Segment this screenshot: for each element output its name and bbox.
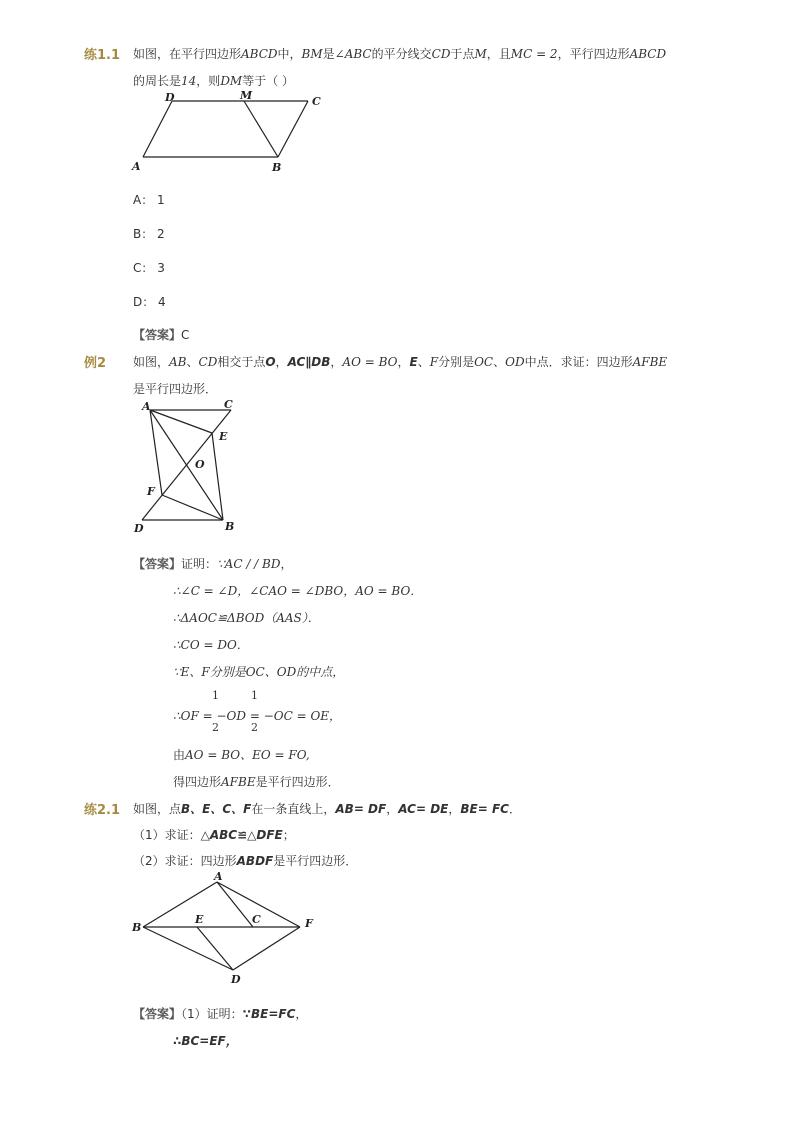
text-run: 得四边形 <box>173 775 222 789</box>
vertex-label: C <box>224 398 233 411</box>
text-run: 、 <box>417 355 430 369</box>
math-run: −OC = OE <box>263 709 330 723</box>
option-a[interactable]: A： 1 <box>133 193 165 207</box>
option-b[interactable]: B： 2 <box>133 227 165 241</box>
math-run: OD <box>505 355 525 369</box>
vertex-label: E <box>195 913 204 926</box>
text-run: 、 <box>186 355 199 369</box>
answer-value: C <box>181 328 190 342</box>
math-run: AC∥DB <box>287 355 331 369</box>
math-run: AC= DE <box>398 802 449 816</box>
math-run: E <box>409 355 418 369</box>
figure-segment <box>197 927 233 970</box>
math-run: AFBE <box>221 775 256 789</box>
fraction-numerator: 1 <box>251 689 258 702</box>
vertex-label: C <box>252 913 261 926</box>
vertex-label: D <box>134 522 144 535</box>
fraction-denominator: 2 <box>212 721 219 734</box>
math-run: AB <box>169 355 187 369</box>
math-run: 14 <box>181 74 197 88</box>
answer-line <box>133 1005 307 1022</box>
text-run: 的平分线交 <box>371 47 432 61</box>
text-run: 在一条直线上， <box>251 802 336 816</box>
text-run: 证明： <box>181 557 218 571</box>
vertex-label: B <box>132 921 142 934</box>
answer-label: 【答案】 <box>133 557 182 571</box>
vertex-label: F <box>305 917 313 930</box>
text-run: 中， <box>277 47 302 61</box>
text-run: 由 <box>173 748 186 762</box>
math-run: CD <box>431 47 451 61</box>
proof-step: ∴∠C = ∠D，∠CAO = ∠DBO，AO = BO． <box>173 584 423 598</box>
vertex-label: D <box>165 91 175 104</box>
vertex-label: B <box>272 161 282 174</box>
vertex-label: D <box>231 973 241 986</box>
text-run: 如图， <box>133 355 170 369</box>
text-run: 的周长是 <box>133 74 182 88</box>
math-run: AFBE <box>632 355 668 369</box>
vertex-label: A <box>142 400 151 413</box>
vertex-label: F <box>147 485 155 498</box>
text-run: 于点 <box>450 47 475 61</box>
vertex-label: E <box>219 430 228 443</box>
text-run: 是平行四边形． <box>273 854 358 868</box>
math-run: −OD = <box>216 709 264 723</box>
math-run: AO = BO、EO = FO, <box>185 748 310 762</box>
math-run: ABCD <box>241 47 278 61</box>
math-run: ∴OF = <box>173 709 217 723</box>
proof-step: ∴BC=EF， <box>173 1034 238 1048</box>
math-run: ∵AC / / BD <box>217 557 281 571</box>
vertex-label: B <box>225 520 235 533</box>
text-run: 、 <box>493 355 506 369</box>
answer-label: 【答案】 <box>133 328 182 342</box>
text-run: （1）证明： <box>181 1007 243 1021</box>
math-run: ABCD <box>629 47 667 61</box>
figure-segment <box>143 927 233 970</box>
math-run: MC = 2 <box>510 47 558 61</box>
text-run: ， <box>275 355 288 369</box>
text-run: ，且 <box>486 47 511 61</box>
math-run: △ABC≌△DFE <box>200 828 283 842</box>
figure-segment <box>143 882 217 927</box>
problem-tag: 练1.1 <box>84 48 121 63</box>
figure-segment <box>233 927 300 970</box>
math-run: ∵BE=FC <box>242 1007 296 1021</box>
fraction-denominator: 2 <box>251 721 258 734</box>
math-run: CD <box>198 355 218 369</box>
text-run: （1）求证： <box>133 828 201 842</box>
answer-label: 【答案】 <box>133 1007 182 1021</box>
math-run: BM <box>301 47 323 61</box>
text-run: ， <box>448 802 461 816</box>
text-run: 分别是 <box>438 355 475 369</box>
text-run: ， <box>295 1007 308 1021</box>
text-run: ， <box>386 802 399 816</box>
text-run: 是平行四边形． <box>255 775 340 789</box>
vertex-label: A <box>132 160 141 173</box>
math-run: AO = BO <box>342 355 398 369</box>
math-run: M <box>474 47 487 61</box>
option-c[interactable]: C： 3 <box>133 261 165 275</box>
text-run: 等于（ ） <box>242 74 295 88</box>
proof-step: ∴ΔAOC≌ΔBOD（AAS）． <box>173 611 320 625</box>
math-run: ， <box>329 709 342 723</box>
problem-text-line: 是平行四边形． <box>133 382 218 396</box>
math-run: AB= DF <box>335 802 387 816</box>
vertex-label: A <box>214 870 223 883</box>
text-run: ， <box>330 355 343 369</box>
text-run: ，则 <box>196 74 221 88</box>
math-run: DM <box>220 74 243 88</box>
text-run: ，平行四边形 <box>557 47 630 61</box>
text-run: 是 <box>322 47 335 61</box>
proof-step: ∴CO = DO． <box>173 638 249 652</box>
text-run: ， <box>397 355 410 369</box>
text-run: 相交于点 <box>217 355 266 369</box>
text-run: ， <box>280 557 293 571</box>
text-run: 如图，点 <box>133 802 182 816</box>
math-run: F <box>429 355 439 369</box>
option-d[interactable]: D： 4 <box>133 295 166 309</box>
vertex-label: M <box>240 89 253 102</box>
fraction-numerator: 1 <box>212 689 219 702</box>
text-run: 如图，在平行四边形 <box>133 47 242 61</box>
math-run: B、E、C、F <box>181 802 252 816</box>
math-run: BE= FC <box>460 802 509 816</box>
figure-segment <box>217 882 253 927</box>
vertex-label: C <box>312 95 321 108</box>
text-run: （2）求证：四边形 <box>133 854 237 868</box>
vertex-label: O <box>195 458 205 471</box>
math-run: O <box>265 355 276 369</box>
math-run: ∠ABC <box>334 47 372 61</box>
text-run: ； <box>282 828 295 842</box>
math-run: ABDF <box>236 854 274 868</box>
proof-step: ∵E、F分别是OC、OD的中点， <box>173 665 345 679</box>
text-run: ． <box>508 802 521 816</box>
problem-tag: 例2 <box>84 356 107 371</box>
text-run: 中点．求证：四边形 <box>524 355 633 369</box>
math-run: OC <box>474 355 494 369</box>
problem-tag: 练2.1 <box>84 803 121 818</box>
